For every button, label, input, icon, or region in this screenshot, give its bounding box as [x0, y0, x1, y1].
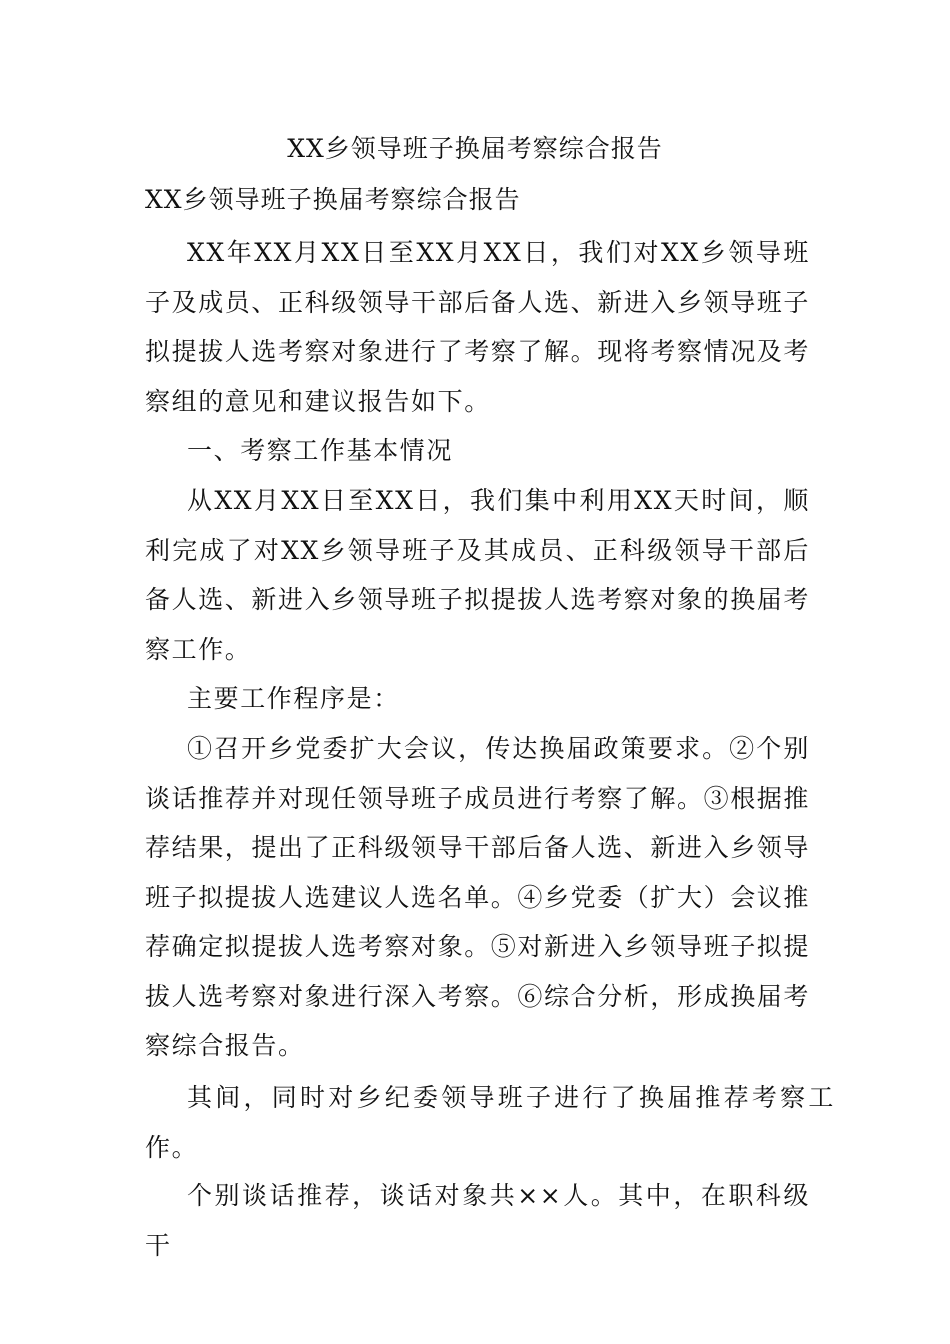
paragraph-intro: XX年XX月XX日至XX月XX日，我们对XX乡领导班子及成员、正科级领导干部后备人选、新进入乡领导班子拟提拔人选考察对象进行了考察了解。现将考察情况及考察组的意见和建议报告如下。	[145, 238, 811, 416]
paragraph-procedure-label: 主要工作程序是：	[187, 684, 400, 713]
section-heading-1: 一、考察工作基本情况	[187, 436, 454, 465]
paragraph-procedure-steps: ①召开乡党委扩大会议，传达换届政策要求。②个别谈话推荐并对现任领导班子成员进行考察了解。③根据推荐结果，提出了正科级领导干部后备人选、新进入乡领导班子拟提拔人选建议人选名单。④乡党委（扩大）会议推荐确定拟提拔人选考察对象。⑤对新进入乡领导班子拟提拔人选考察对象进行深入考察。⑥综合分析，形成换届考察综合报告。	[145, 734, 811, 1060]
document-subtitle: XX乡领导班子换届考察综合报告	[145, 185, 521, 214]
paragraph-overview: 从XX月XX日至XX日，我们集中利用XX天时间，顺利完成了对XX乡领导班子及其成员、正科级领导干部后备人选、新进入乡领导班子拟提拔人选考察对象的换届考察工作。	[145, 486, 811, 664]
paragraph-interviews: 个别谈话推荐，谈话对象共××人。其中，在职科级干	[145, 1181, 810, 1260]
paragraph-discipline-committee: 其间，同时对乡纪委领导班子进行了换届推荐考察工作。	[145, 1083, 835, 1162]
document-title: XX乡领导班子换届考察综合报告	[287, 134, 663, 163]
